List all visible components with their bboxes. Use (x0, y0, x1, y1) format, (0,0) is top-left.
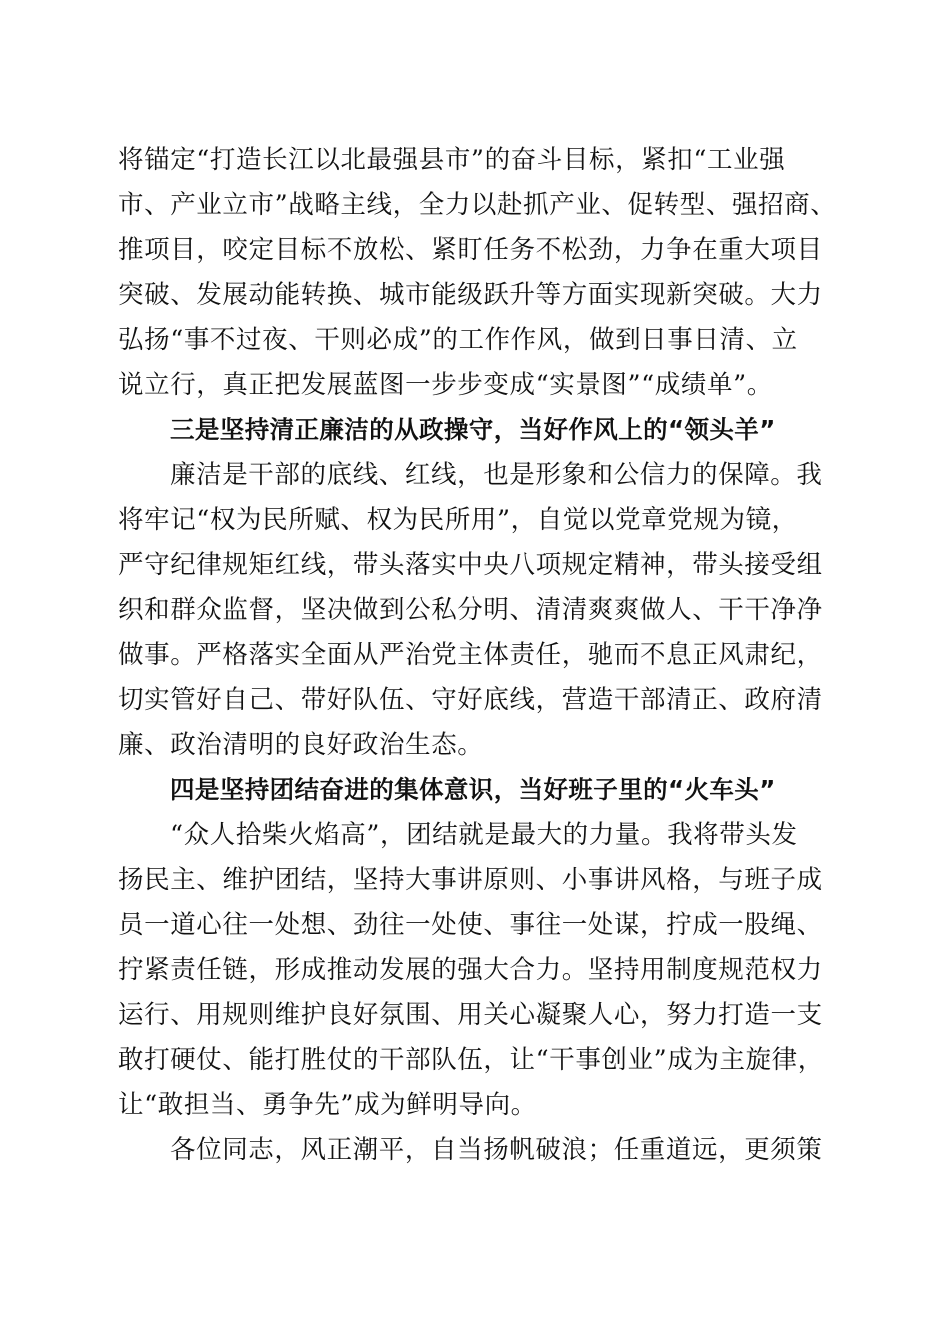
body-text-line: 将牢记“权为民所赋、权为民所用”，自觉以党章党规为镜， (118, 505, 798, 535)
section-heading-3: 三是坚持清正廉洁的从政操守，当好作风上的“领头羊” (170, 415, 776, 444)
body-text-line: 各位同志，风正潮平，自当扬帆破浪；任重道远，更须策 (170, 1135, 823, 1165)
body-text-line: 拧紧责任链，形成推动发展的强大合力。坚持用制度规范权力 (118, 955, 823, 985)
body-text-line: 市、产业立市”战略主线，全力以赴抓产业、促转型、强招商、 (118, 190, 837, 220)
body-text-line: 说立行，真正把发展蓝图一步步变成“实景图”“成绩单”。 (118, 370, 773, 400)
body-text-line: 严守纪律规矩红线，带头落实中央八项规定精神，带头接受组 (118, 550, 823, 580)
body-text-line: 织和群众监督，坚决做到公私分明、清清爽爽做人、干干净净 (118, 595, 823, 625)
body-text-line: “众人拾柴火焰高”，团结就是最大的力量。我将带头发 (170, 820, 798, 850)
body-text-line: 敢打硬仗、能打胜仗的干部队伍，让“干事创业”成为主旋律， (118, 1045, 824, 1075)
body-text-line: 扬民主、维护团结，坚持大事讲原则、小事讲风格，与班子成 (118, 865, 823, 895)
body-text-line: 切实管好自己、带好队伍、守好底线，营造干部清正、政府清 (118, 685, 823, 715)
body-text-line: 运行、用规则维护良好氛围、用关心凝聚人心，努力打造一支 (118, 1000, 823, 1030)
section-heading-4: 四是坚持团结奋进的集体意识，当好班子里的“火车头” (170, 775, 776, 804)
body-text-line: 突破、发展动能转换、城市能级跃升等方面实现新突破。大力 (118, 280, 823, 310)
body-text-line: 弘扬“事不过夜、干则必成”的工作作风，做到日事日清、立 (118, 325, 798, 355)
body-text-line: 推项目，咬定目标不放松、紧盯任务不松劲，力争在重大项目 (118, 235, 823, 265)
body-text-line: 员一道心往一处想、劲往一处使、事往一处谋，拧成一股绳、 (118, 910, 823, 940)
body-text-line: 将锚定“打造长江以北最强县市”的奋斗目标，紧扣“工业强 (118, 145, 786, 175)
body-text-line: 做事。严格落实全面从严治党主体责任，驰而不息正风肃纪， (118, 640, 823, 670)
body-text-line: 廉、政治清明的良好政治生态。 (118, 730, 484, 760)
body-text-line: 廉洁是干部的底线、红线，也是形象和公信力的保障。我 (170, 460, 823, 490)
body-text-line: 让“敢担当、勇争先”成为鲜明导向。 (118, 1090, 537, 1120)
